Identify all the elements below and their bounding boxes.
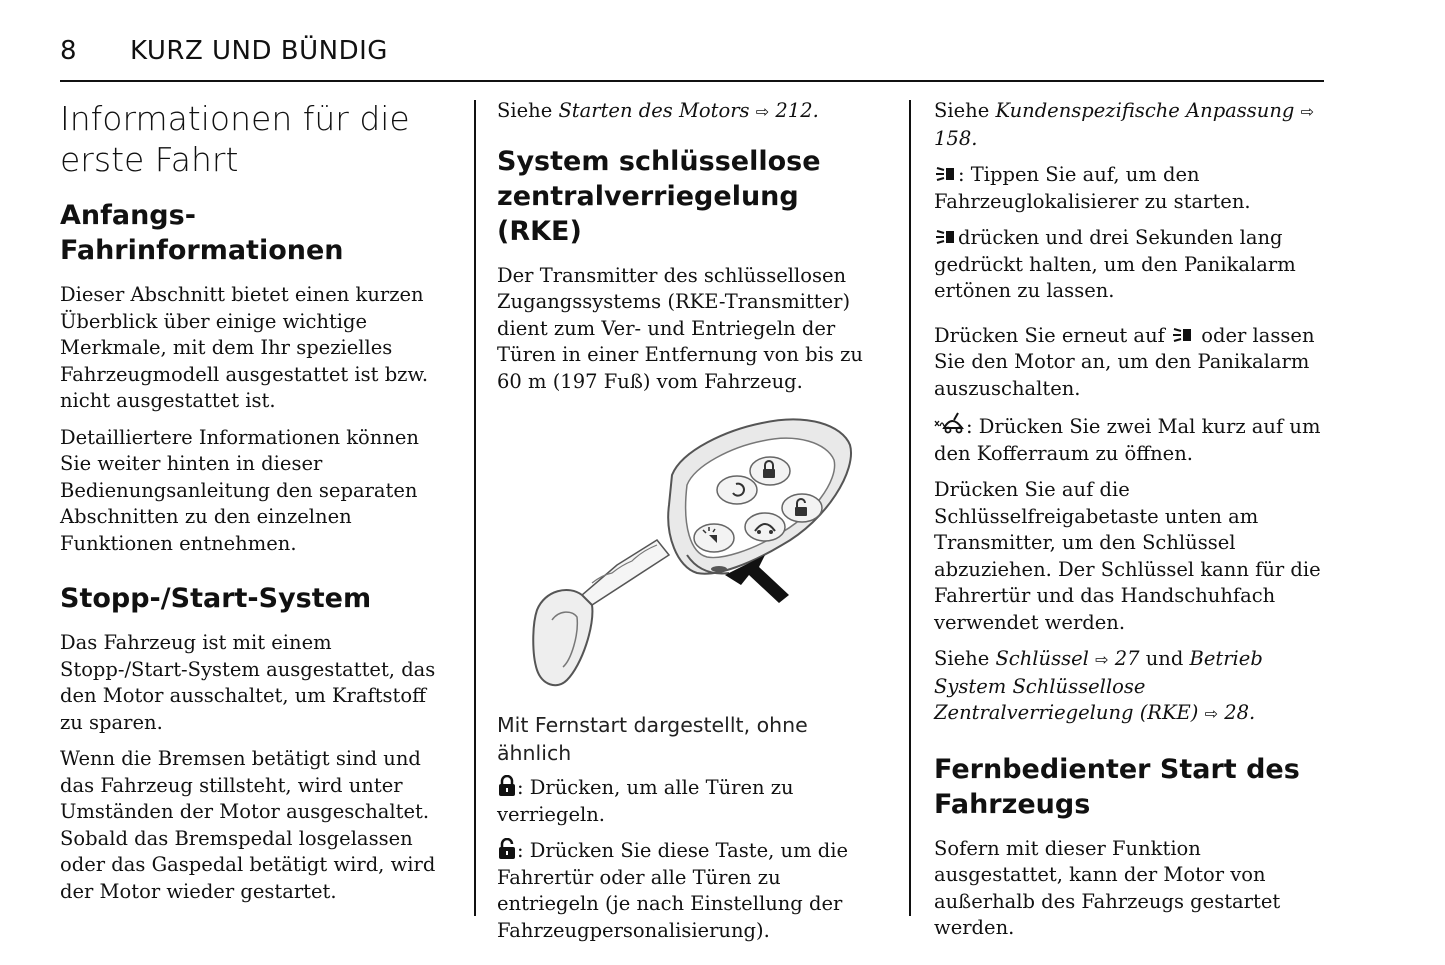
unlock-icon <box>497 838 517 860</box>
fob-button-unlock <box>782 494 822 522</box>
reference-page: 28. <box>1224 701 1256 724</box>
reference-link-rke[interactable]: Betrieb System Schlüssellose Zentralverriegelung (RKE) <box>934 647 1263 724</box>
reference-link-starten[interactable]: Starten des Motors <box>558 99 750 122</box>
panic-light-icon <box>934 164 958 184</box>
paragraph-stopp-start-intro: Das Fahrzeug ist mit einem Stopp-/Start-System ausgestattet, das den Motor ausschaltet, um Kraftstoff zu sparen. <box>60 631 436 734</box>
reference-kundenspezifische-anpassung: Siehe Kundenspezifische Anpassung ⇨ 158. <box>934 99 1315 150</box>
page-number: 8 <box>60 36 77 66</box>
paragraph-overview: Dieser Abschnitt bietet einen kurzen Überblick über einige wichtige Merkmale, mit dem Ihr spezielles Fahrzeugmodell ausgestattet ist bzw. nicht ausgestattet ist. <box>60 283 429 412</box>
heading-rke: System schlüssellose zentralverriegelung (RKE) <box>497 145 821 247</box>
reference-page: 158. <box>934 126 978 150</box>
paragraph-remote-start: Sofern mit dieser Funktion ausgestattet, kann der Motor von außerhalb des Fahrzeugs gestartet werden. <box>934 836 1281 939</box>
page-title: Informationen für die erste Fahrt <box>60 99 410 179</box>
page-header <box>60 36 1324 82</box>
reference-link-anpassung[interactable]: Kundenspezifische Anpassung <box>995 99 1295 122</box>
panic-off-description: Drücken Sie erneut auf oder lassen Sie den Motor an, um den Panikalarm auszuschalten. <box>934 323 1315 400</box>
heading-stopp-start: Stopp-/Start-System <box>60 583 372 614</box>
reference-page: 212. <box>775 99 819 122</box>
heading-anfangs-fahrinformationen: Anfangs-Fahrinformationen <box>60 200 344 266</box>
trunk-icon <box>934 412 966 436</box>
reference-page: 27 <box>1114 647 1140 670</box>
reference-link-schluessel[interactable]: Schlüssel <box>995 647 1089 670</box>
fob-button-panic <box>694 524 734 552</box>
heading-remote-start: Fernbedienter Start des Fahrzeugs <box>934 753 1300 820</box>
fob-button-trunk <box>745 513 785 541</box>
paragraph-details: Detailliertere Informationen können Sie weiter hinten in dieser Bedienungsanleitung den separaten Abschnitten zu den einzelnen Funktionen entnehmen. <box>60 425 419 555</box>
paragraph-rke: Der Transmitter des schlüssellosen Zugangssystems (RKE-Transmitter) dient zum Ver- und Entriegeln der Türen in einer Entfernung von bis zu 60 m (197 Fuß) vom Fahrzeug. <box>497 263 863 393</box>
locator-description: : Tippen Sie auf, um den Fahrzeuglokalisierer zu starten. <box>934 163 1251 213</box>
figure-caption: Mit Fernstart dargestellt, ohne ähnlich <box>497 713 808 765</box>
panic-light-icon <box>1171 325 1195 345</box>
reference-arrow-icon: ⇨ <box>1095 650 1109 669</box>
fob-button-remote-start <box>717 476 757 504</box>
lock-description: : Drücken, um alle Türen zu verriegeln. <box>497 776 794 826</box>
reference-schluessel-rke: Siehe Schlüssel ⇨ 27 und Betrieb System Schlüssellose Zentralverriegelung (RKE) ⇨ 28. <box>934 647 1263 724</box>
panic-light-icon <box>934 227 958 247</box>
trunk-description: : Drücken Sie zwei Mal kurz auf um den Kofferraum zu öffnen. <box>934 412 1329 467</box>
reference-arrow-icon: ⇨ <box>1204 704 1219 723</box>
lock-icon <box>497 775 517 797</box>
column-2 <box>497 98 887 954</box>
panic-hold-description: drücken und drei Sekunden lang gedrückt halten, um den Panikalarm ertönen zu lassen. <box>934 226 1296 302</box>
unlock-description: : Drücken Sie diese Taste, um die Fahrertür oder alle Türen zu entriegeln (je nach Einstellung der Fahrzeugpersonalisierung). <box>497 839 849 942</box>
reference-arrow-icon: ⇨ <box>1300 102 1315 121</box>
column-divider-2 <box>909 100 911 916</box>
column-1 <box>60 98 455 915</box>
section-title: KURZ UND BÜNDIG <box>130 36 388 66</box>
key-release-description: Drücken Sie auf die Schlüsselfreigabetaste unten am Transmitter, um den Schlüssel abzuziehen. Der Schlüssel kann für die Fahrertür und das Handschuhfach verwendet werden. <box>934 478 1321 634</box>
fob-button-lock <box>750 457 790 485</box>
reference-arrow-icon: ⇨ <box>755 102 770 121</box>
column-divider-1 <box>474 100 476 916</box>
key-fob-illustration <box>497 405 887 705</box>
column-3 <box>934 98 1329 952</box>
key-fob-drawing <box>497 405 887 705</box>
reference-starten-des-motors: Siehe Starten des Motors ⇨ 212. <box>497 99 819 122</box>
paragraph-stopp-start-detail: Wenn die Bremsen betätigt sind und das Fahrzeug stillsteht, wird unter Umständen der Motor ausgeschaltet. Sobald das Bremspedal losgelassen oder das Gaspedal betätigt wird, wird der Motor wieder gestartet. <box>60 747 436 903</box>
